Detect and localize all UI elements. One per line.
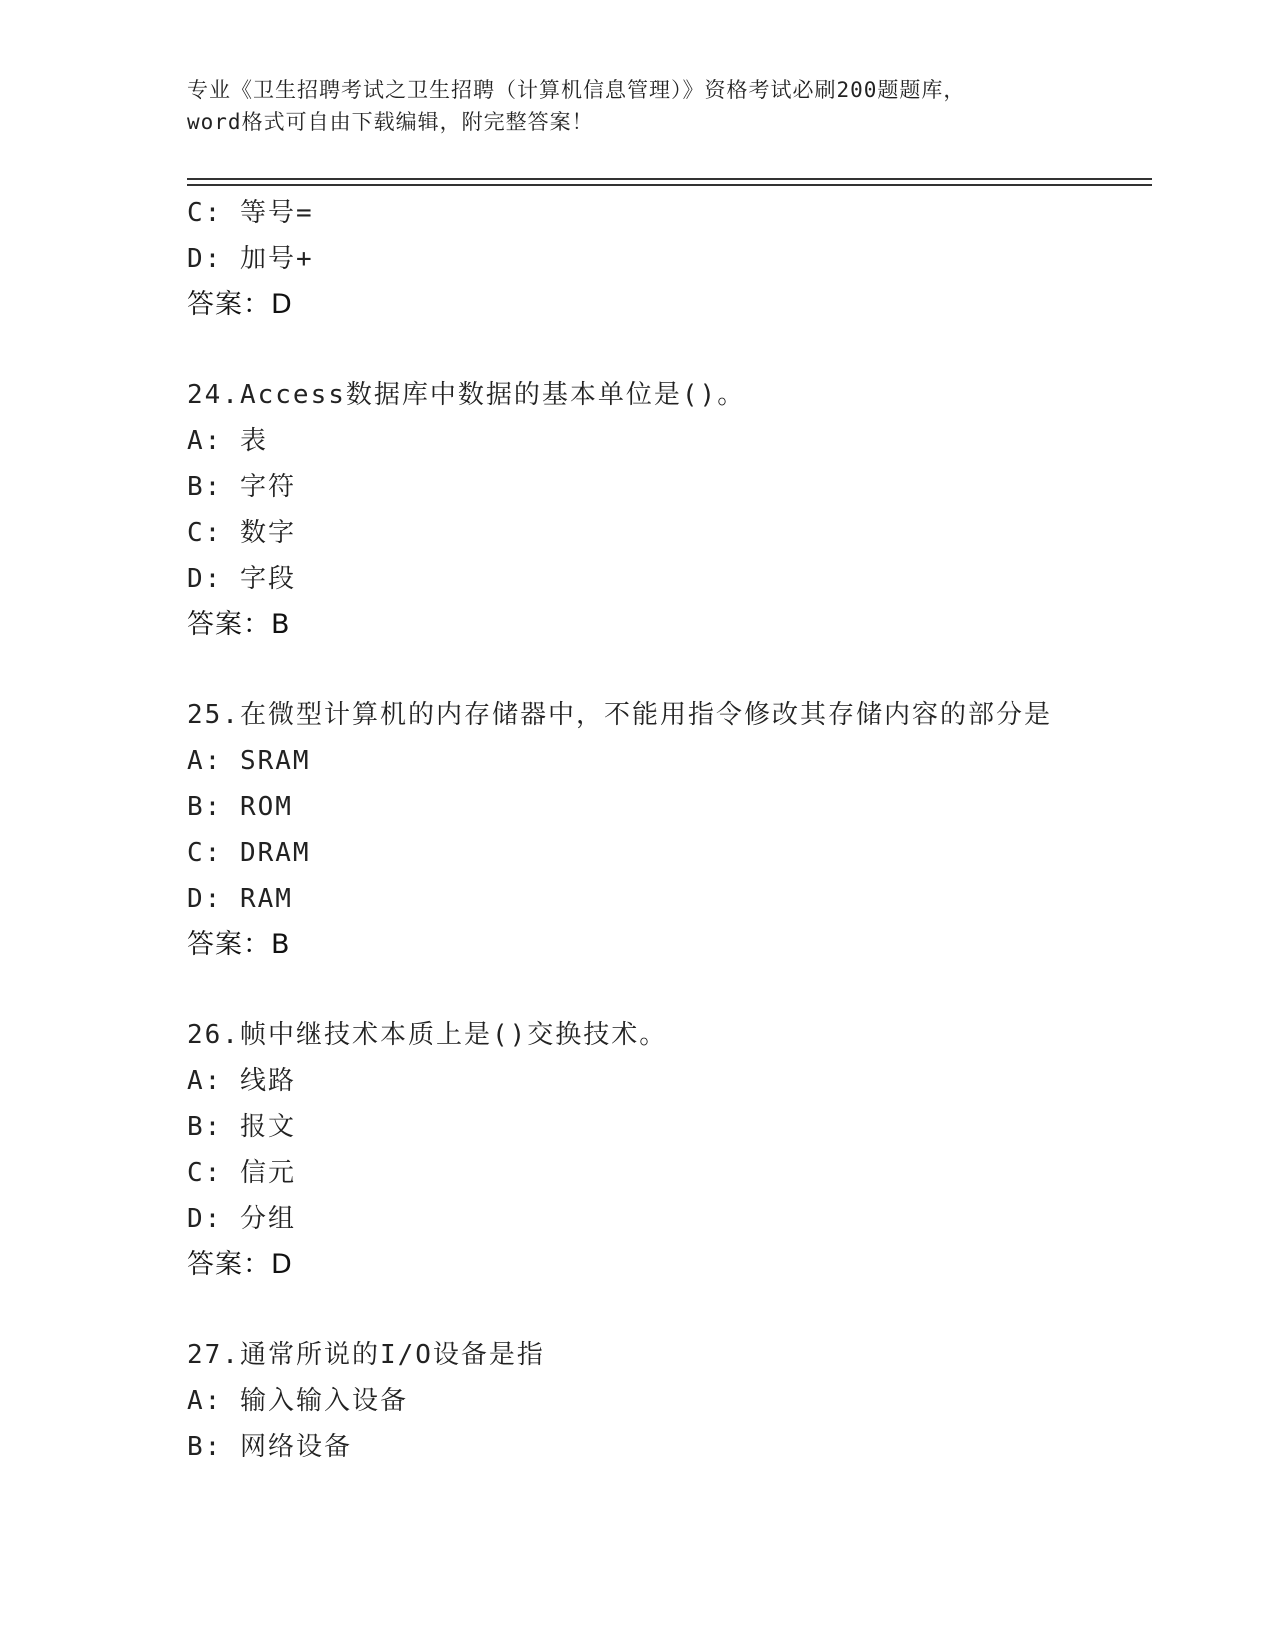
option-letter: B	[187, 792, 205, 822]
option-letter: B	[187, 1432, 205, 1462]
answer-value: B	[271, 929, 291, 960]
option-letter: B	[187, 472, 205, 502]
answer-label: 答案：	[187, 1249, 271, 1280]
question-block-24	[187, 372, 1147, 648]
option-letter: D	[187, 564, 205, 594]
option-text: 报文	[239, 1112, 296, 1142]
option-line: A: 线路	[187, 1066, 296, 1096]
option-line: C: DRAM	[187, 838, 311, 868]
question-list	[187, 190, 1147, 1470]
option-text: ROM	[239, 792, 293, 822]
question-body: 在微型计算机的内存储器中，不能用指令修改其存储内容的部分是	[239, 700, 1052, 730]
option-letter: D	[187, 244, 205, 274]
question-number: 24.	[187, 380, 240, 410]
answer-value: D	[271, 289, 293, 320]
option-line: D: 分组	[187, 1204, 296, 1234]
answer-label: 答案：	[187, 929, 271, 960]
option-text: 字段	[239, 564, 296, 594]
option-letter: A	[187, 1386, 205, 1416]
option-line: B: 字符	[187, 472, 296, 502]
question-body: 通常所说的I/O设备是指	[239, 1340, 545, 1370]
option-text: DRAM	[239, 838, 311, 868]
answer-line	[187, 922, 1147, 968]
option-letter: D	[187, 884, 205, 914]
option-line: D: RAM	[187, 884, 293, 914]
option-letter: D	[187, 1204, 205, 1234]
option-text: 分组	[239, 1204, 296, 1234]
option-line: D: 加号+	[187, 244, 314, 274]
option-text: 等号=	[239, 198, 314, 228]
option-letter: C	[187, 518, 205, 548]
option-letter: C	[187, 1158, 205, 1188]
question-block-continued	[187, 190, 1147, 328]
option-line: B: ROM	[187, 792, 293, 822]
option-line: A: 输入输入设备	[187, 1386, 408, 1416]
option-letter: A	[187, 1066, 205, 1096]
question-number: 26.	[187, 1020, 240, 1050]
question-body: 帧中继技术本质上是()交换技术。	[239, 1020, 668, 1050]
question-number: 25.	[187, 700, 240, 730]
option-letter: C	[187, 198, 205, 228]
question-text	[187, 1012, 1147, 1058]
question-number: 27.	[187, 1340, 240, 1370]
header-line-2: word格式可自由下载编辑，附完整答案！	[187, 110, 594, 134]
option-letter: A	[187, 746, 205, 776]
answer-line	[187, 1242, 1147, 1288]
question-block-26	[187, 1012, 1147, 1288]
option-line: A: 表	[187, 426, 268, 456]
option-line: B: 报文	[187, 1112, 296, 1142]
answer-label: 答案：	[187, 609, 271, 640]
question-block-27	[187, 1332, 1147, 1470]
answer-value: D	[271, 1249, 293, 1280]
option-text: SRAM	[239, 746, 311, 776]
option-text: 加号+	[239, 244, 314, 274]
header-rule-bottom	[187, 184, 1152, 186]
answer-label: 答案：	[187, 289, 271, 320]
option-text: 网络设备	[239, 1432, 352, 1462]
question-text	[187, 372, 1147, 418]
option-letter: A	[187, 426, 205, 456]
option-text: 数字	[239, 518, 296, 548]
question-block-25	[187, 692, 1147, 968]
option-text: 输入输入设备	[239, 1386, 408, 1416]
document-header	[187, 74, 1087, 138]
option-line: D: 字段	[187, 564, 296, 594]
option-text: 字符	[239, 472, 296, 502]
option-line: B: 网络设备	[187, 1432, 352, 1462]
header-rule-top	[187, 178, 1152, 180]
question-body: Access数据库中数据的基本单位是()。	[239, 380, 746, 410]
answer-line	[187, 282, 1147, 328]
option-text: RAM	[239, 884, 293, 914]
option-line: A: SRAM	[187, 746, 311, 776]
option-line: C: 数字	[187, 518, 296, 548]
option-line: C: 等号=	[187, 198, 314, 228]
option-text: 信元	[239, 1158, 296, 1188]
header-line-1: 专业《卫生招聘考试之卫生招聘（计算机信息管理）》资格考试必刷200题题库，	[187, 78, 966, 102]
option-line: C: 信元	[187, 1158, 296, 1188]
answer-value: B	[271, 609, 291, 640]
option-text: 线路	[239, 1066, 296, 1096]
answer-line	[187, 602, 1147, 648]
question-text	[187, 1332, 1147, 1378]
option-letter: B	[187, 1112, 205, 1142]
option-text: 表	[239, 426, 268, 456]
question-text	[187, 692, 1147, 738]
option-letter: C	[187, 838, 205, 868]
